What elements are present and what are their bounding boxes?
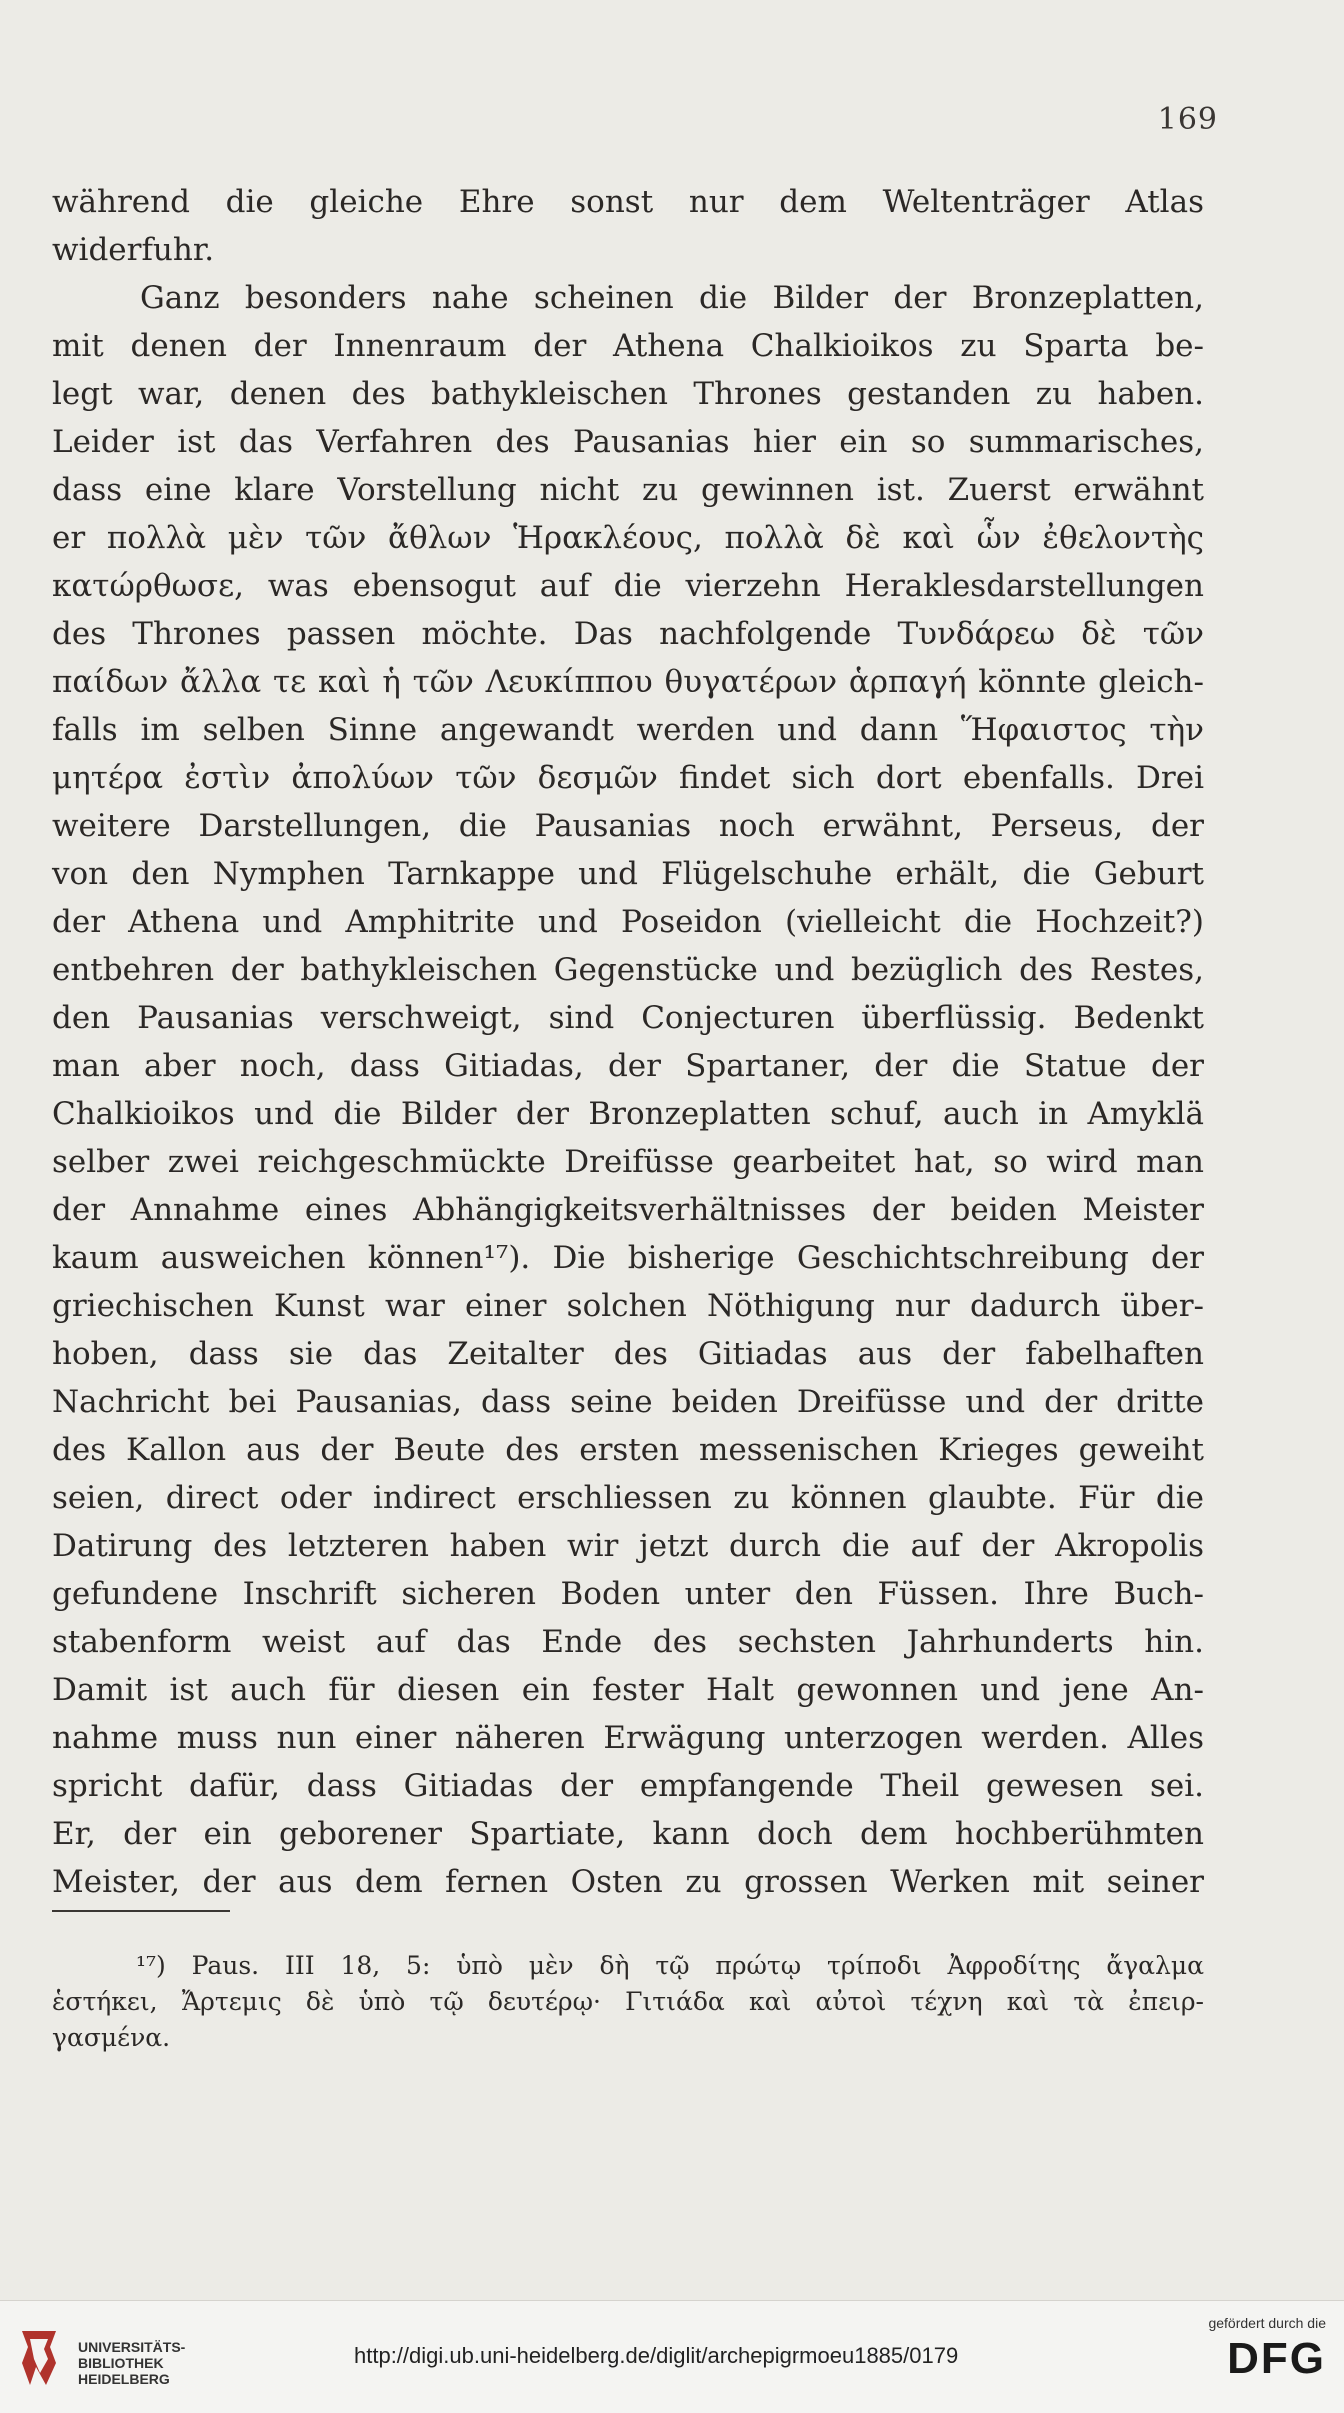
text-line: entbehren der bathykleischen Gegenstücke und bezüglich des Restes, [52,952,1204,988]
sponsor-block [1176,2315,1326,2383]
text-line: κατώρθωσε, was ebensogut auf die vierzehn Heraklesdarstellungen [52,568,1204,604]
library-name-line: BIBLIOTHEK [78,2355,164,2371]
page-number: 169 [1157,102,1218,137]
text-line: Ganz besonders nahe scheinen die Bilder der Bronzeplatten, [140,280,1204,316]
text-line: der Annahme eines Abhängigkeitsverhältnisses der beiden Meister [52,1192,1204,1228]
text-line: während die gleiche Ehre sonst nur dem Weltenträger Atlas [52,184,1204,220]
footnote-line: ¹⁷) Paus. III 18, 5: ὑπὸ μὲν δὴ τῷ πρώτῳ τρίποδι Ἀφροδίτης ἄγαλμα [136,1951,1204,1980]
text-line: dass eine klare Vorstellung nicht zu gewinnen ist. Zuerst erwähnt [52,472,1204,508]
text-line: Chalkioikos und die Bilder der Bronzeplatten schuf, auch in Amyklä [52,1096,1204,1132]
text-line: Damit ist auch für diesen ein fester Halt gewonnen und jene An- [52,1672,1204,1708]
text-line: nahme muss nun einer näheren Erwägung unterzogen werden. Alles [52,1720,1204,1756]
text-line: Meister, der aus dem fernen Osten zu grossen Werken mit seiner [52,1864,1204,1900]
text-line: legt war, denen des bathykleischen Thrones gestanden zu haben. [52,376,1204,412]
text-line: Er, der ein geborener Spartiate, kann doch dem hochberühmten [52,1816,1204,1852]
text-line: griechischen Kunst war einer solchen Nöthigung nur dadurch über- [52,1288,1204,1324]
sponsor-label: gefördert durch die [1208,2315,1326,2331]
text-line: weitere Darstellungen, die Pausanias noch erwähnt, Perseus, der [52,808,1204,844]
text-line: mit denen der Innenraum der Athena Chalkioikos zu Sparta be- [52,328,1204,364]
library-name-line: UNIVERSITÄTS- [78,2339,186,2355]
footnote-line: γασμένα. [52,2023,171,2052]
body-text [52,178,1204,1906]
text-line: Datirung des letzteren haben wir jetzt durch die auf der Akropolis [52,1528,1204,1564]
footnotes [52,1948,1204,2056]
text-line: des Kallon aus der Beute des ersten messenischen Krieges geweiht [52,1432,1204,1468]
text-line: Nachricht bei Pausanias, dass seine beiden Dreifüsse und der dritte [52,1384,1204,1420]
viewer-footer [0,2300,1344,2413]
text-line: den Pausanias verschweigt, sind Conjecturen überflüssig. Bedenkt [52,1000,1204,1036]
text-line: man aber noch, dass Gitiadas, der Spartaner, der die Statue der [52,1048,1204,1084]
text-line: spricht dafür, dass Gitiadas der empfangende Theil gewesen sei. [52,1768,1204,1804]
text-line: falls im selben Sinne angewandt werden und dann Ἥφαιστος τὴν [52,712,1204,748]
text-line: von den Nymphen Tarnkappe und Flügelschuhe erhält, die Geburt [52,856,1204,892]
text-line: gefundene Inschrift sicheren Boden unter den Füssen. Ihre Buch- [52,1576,1204,1612]
library-name-line: HEIDELBERG [78,2371,170,2387]
text-line: selber zwei reichgeschmückte Dreifüsse gearbeitet hat, so wird man [52,1144,1204,1180]
text-line: widerfuhr. [52,232,215,268]
dfg-logo: DFG [1227,2334,1326,2383]
text-line: μητέρα ἐστὶν ἀπολύων τῶν δεσμῶν findet sich dort ebenfalls. Drei [52,760,1204,796]
library-name [78,2339,185,2387]
text-line: stabenform weist auf das Ende des sechsten Jahrhunderts hin. [52,1624,1204,1660]
text-line: hoben, dass sie das Zeitalter des Gitiadas aus der fabelhaften [52,1336,1204,1372]
footnote-line: ἑστήκει, Ἄρτεμις δὲ ὑπὸ τῷ δευτέρῳ· Γιτιάδα καὶ αὐτοὶ τέχνη καὶ τὰ ἐπειρ- [52,1987,1204,2016]
text-line: παίδων ἄλλα τε καὶ ἡ τῶν Λευκίππου θυγατέρων ἁρπαγή könnte gleich- [52,664,1204,700]
text-line: kaum ausweichen können¹⁷). Die bisherige Geschichtschreibung der [52,1240,1204,1276]
text-line: seien, direct oder indirect erschliessen zu können glaubte. Für die [52,1480,1204,1516]
permalink-url[interactable]: http://digi.ub.uni-heidelberg.de/diglit/archepigrmoeu1885/0179 [354,2343,959,2368]
text-line: der Athena und Amphitrite und Poseidon (vielleicht die Hochzeit?) [52,904,1204,940]
footnote-divider [52,1910,230,1912]
university-library-logo-icon [16,2327,62,2389]
text-line: des Thrones passen möchte. Das nachfolgende Τυνδάρεω δὲ τῶν [52,616,1204,652]
text-line: Leider ist das Verfahren des Pausanias hier ein so summarisches, [52,424,1204,460]
text-line: er πολλὰ μὲν τῶν ἄθλων Ἡρακλέους, πολλὰ δὲ καὶ ὧν ἐθελοντὴς [52,520,1204,556]
